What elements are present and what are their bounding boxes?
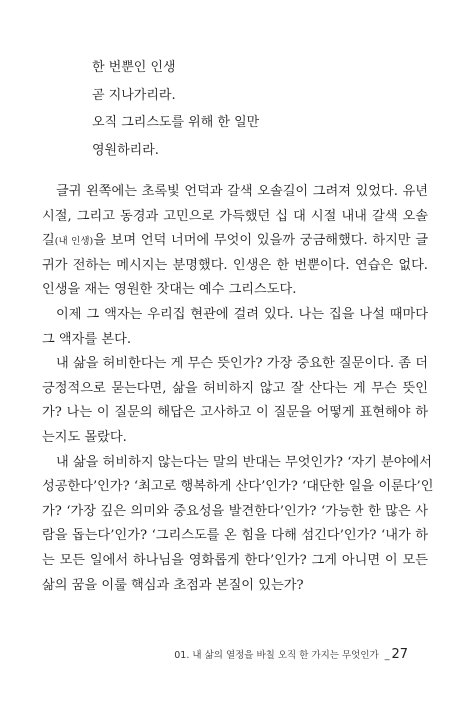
text-line: 글귀 왼쪽에는 초록빛 언덕과 갈색 오솔길이 그려져 있었다. 유년 (56, 184, 428, 199)
text-line: 성공한다’인가? ‘최고로 행복하게 산다’인가? ‘대단한 일을 이룬다’인 (42, 479, 434, 495)
text-line: 내 삶을 허비하지 않는다는 말의 반대는 무엇인가? ‘자기 분야에서 (56, 454, 433, 470)
page-footer (174, 647, 408, 662)
body-text (42, 182, 434, 600)
text-line: 는 모든 일에서 하나님을 영화롭게 한다’인가? 그게 아니면 이 모든 (42, 552, 428, 568)
text-line: 가? ‘가장 깊은 의미와 중요성을 발견한다’인가? ‘가능한 한 많은 사 (42, 503, 428, 519)
text-line: 귀가 전하는 메시지는 분명했다. 인생은 한 번뿐이다. 연습은 없다. (42, 257, 428, 273)
footer-separator: _ (384, 650, 390, 661)
text-line: 람을 돕는다’인가? ‘그리스도를 온 힘을 다해 섬긴다’인가? ‘내가 하 (42, 528, 428, 544)
text-line: 긍정적으로 묻는다면, 삶을 허비하지 않고 잘 산다는 게 무슨 뜻인 (42, 380, 428, 396)
text-line: 가? 나는 이 질문의 해답은 고사하고 이 질문을 어떻게 표현해야 하 (42, 405, 428, 421)
text-line: 이제 그 액자는 우리집 현관에 걸려 있다. 나는 집을 나설 때마다 (56, 306, 428, 322)
text-line: 인생을 재는 영원한 잣대는 예수 그리스도다. (42, 282, 297, 298)
poem-line: 한 번뿐인 인생 (92, 60, 176, 75)
page-number: 27 (391, 647, 408, 662)
poem-line: 영원하리라. (92, 142, 159, 158)
text-line: 그 액자를 본다. (42, 331, 132, 347)
text-line: 시절, 그리고 동경과 고민으로 가득했던 십 대 시절 내내 갈색 오솔 (42, 208, 428, 224)
poem-line: 오직 그리스도를 위해 한 일만 (92, 115, 260, 130)
poem (92, 58, 259, 168)
chapter-title: 01. 내 삶의 열정을 바칠 오직 한 가지는 무엇인가 (174, 650, 379, 661)
text-line: 는지도 몰랐다. (42, 429, 127, 445)
parenthetical-note: (내 인생) (54, 236, 94, 248)
text-line (42, 231, 428, 256)
text-line: 내 삶을 허비한다는 게 무슨 뜻인가? 가장 중요한 질문이다. 좀 더 (56, 356, 428, 372)
text-span: 길 (42, 233, 55, 249)
text-line: 삶의 꿈을 이룰 핵심과 초점과 본질이 있는가? (42, 577, 304, 593)
text-span: 을 보며 언덕 너머에 무엇이 있을까 궁금해했다. 하지만 글 (93, 233, 428, 249)
poem-line: 곧 지나가리라. (92, 87, 176, 103)
